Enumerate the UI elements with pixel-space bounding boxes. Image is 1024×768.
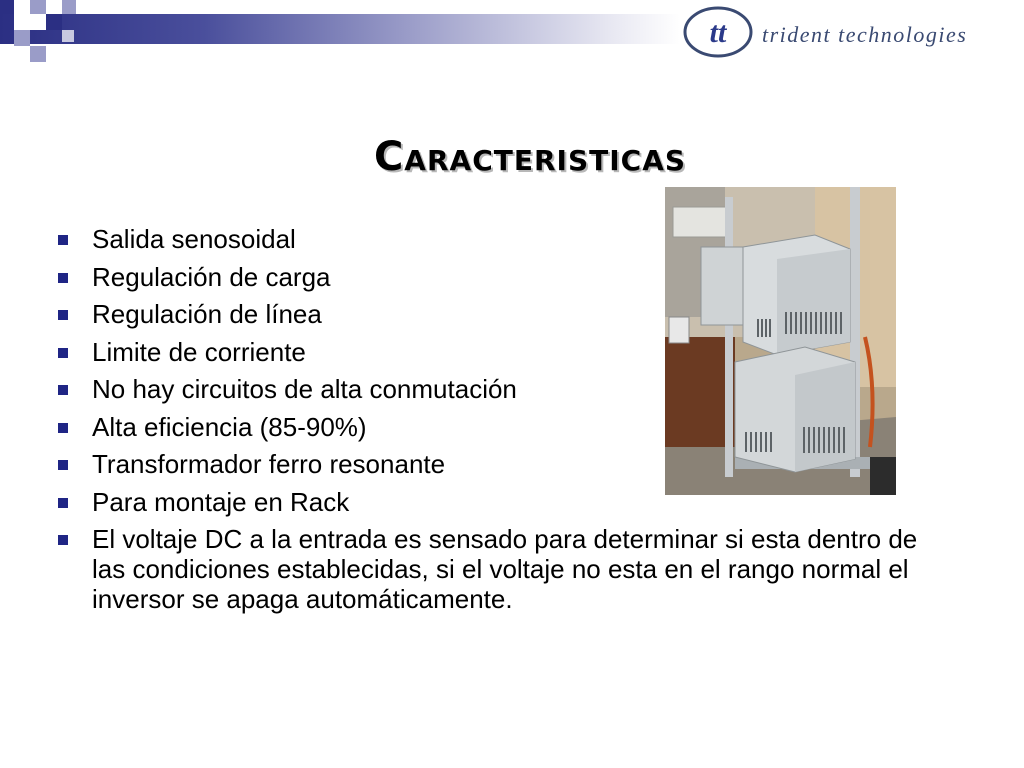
- bullet-text: Regulación de carga: [92, 261, 331, 292]
- slide-title: Caracteristicas: [373, 134, 687, 180]
- decor-square: [46, 14, 62, 30]
- bullet-marker-icon: [58, 535, 68, 545]
- bullet-marker-icon: [58, 235, 68, 245]
- bullet-text: El voltaje DC a la entrada es sensado para determinar si esta dentro de las condiciones establecidas, si el voltaje no esta en el rango normal el inversor se apaga automáticamente.: [92, 524, 918, 614]
- list-item: [52, 337, 932, 367]
- decor-square: [14, 30, 30, 46]
- bullet-text: Alta eficiencia (85-90%): [92, 411, 367, 442]
- logo-mark-letters: tt: [709, 16, 727, 49]
- list-item: [52, 262, 932, 292]
- list-item: [52, 374, 932, 404]
- bullet-text: Para montaje en Rack: [92, 486, 350, 517]
- bullet-marker-icon: [58, 273, 68, 283]
- bullet-marker-icon: [58, 310, 68, 320]
- decor-square: [62, 30, 74, 42]
- decor-square: [30, 14, 46, 30]
- decor-square: [0, 0, 14, 14]
- bullet-marker-icon: [58, 348, 68, 358]
- header-gradient-band: [0, 14, 680, 44]
- bullet-text: Salida senosoidal: [92, 224, 296, 254]
- decor-square: [30, 0, 46, 14]
- bullet-list: [52, 224, 932, 622]
- list-item: [52, 524, 932, 614]
- bullet-text: No hay circuitos de alta conmutación: [92, 374, 517, 404]
- bullet-marker-icon: [58, 460, 68, 470]
- list-item: [52, 449, 932, 479]
- bullet-text: Transformador ferro resonante: [92, 449, 446, 479]
- logo-mark-icon: [682, 4, 754, 60]
- decor-square: [62, 0, 76, 14]
- list-item: [52, 299, 932, 329]
- bullet-marker-icon: [58, 423, 68, 433]
- decor-square: [46, 0, 62, 14]
- bullet-marker-icon: [58, 498, 68, 508]
- bullet-text: Regulación de línea: [92, 299, 322, 329]
- bullet-marker-icon: [58, 385, 68, 395]
- list-item: [52, 487, 932, 517]
- bullet-text: Limite de corriente: [92, 336, 306, 367]
- company-logo: [682, 4, 1022, 60]
- list-item: [52, 224, 932, 254]
- decor-square: [14, 14, 30, 30]
- decor-square: [30, 46, 46, 62]
- list-item: [52, 412, 932, 442]
- logo-text: trident technologies: [762, 22, 968, 47]
